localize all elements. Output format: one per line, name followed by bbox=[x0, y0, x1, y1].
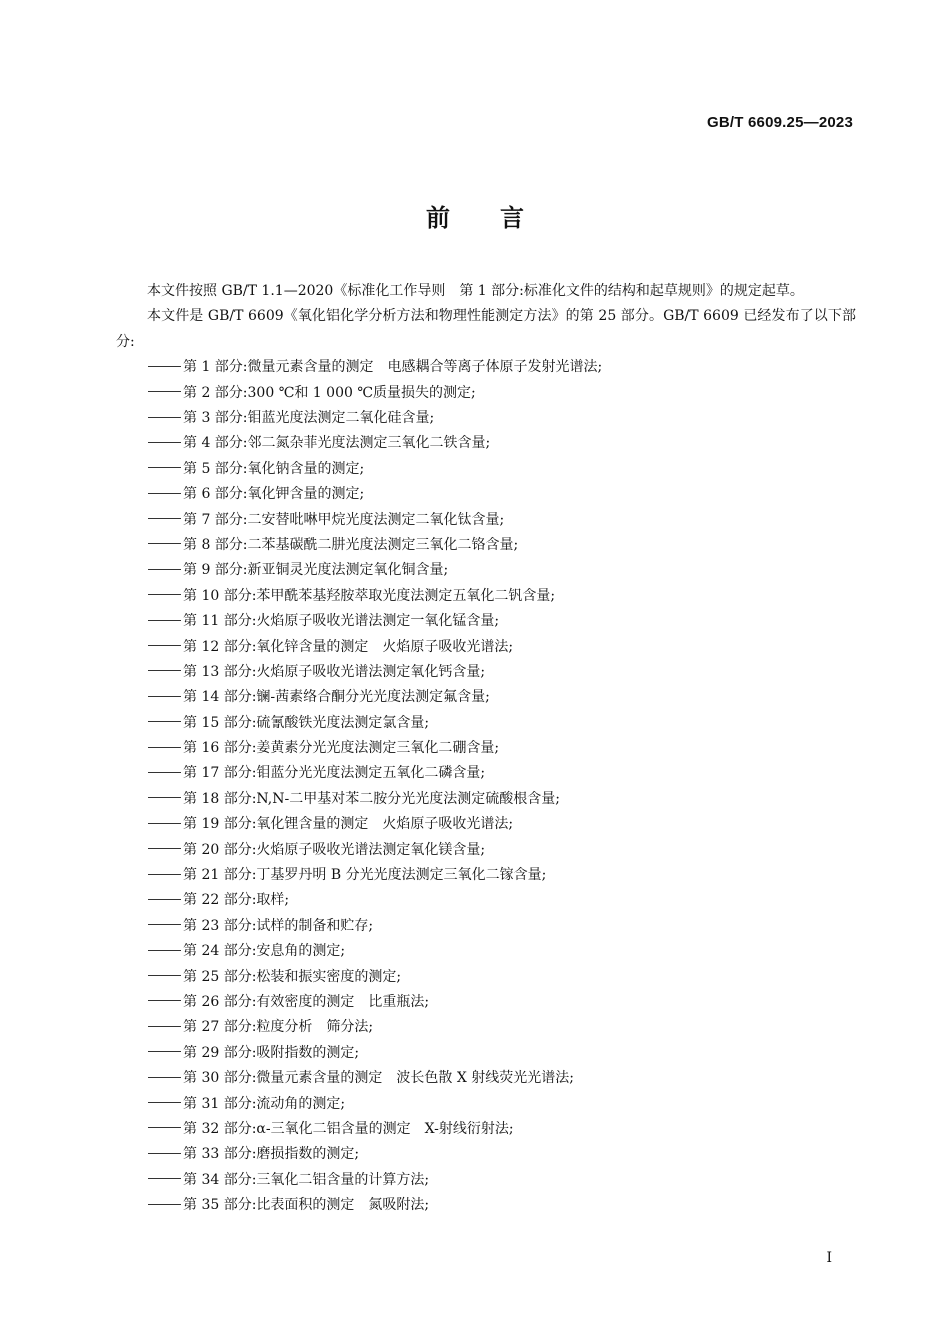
part-title: 第 14 部分:镧-茜素络合酮分光光度法测定氟含量; bbox=[183, 689, 490, 706]
dash-marker bbox=[148, 696, 181, 697]
list-item bbox=[116, 711, 856, 736]
list-item bbox=[116, 1117, 856, 1142]
foreword-body bbox=[116, 279, 856, 1219]
list-item bbox=[116, 381, 856, 406]
dash-marker bbox=[148, 772, 181, 773]
dash-marker bbox=[148, 670, 181, 671]
list-item bbox=[116, 1041, 856, 1066]
part-title: 第 23 部分:试样的制备和贮存; bbox=[183, 917, 374, 934]
list-item bbox=[116, 482, 856, 507]
dash-marker bbox=[148, 721, 181, 722]
list-item bbox=[116, 838, 856, 863]
part-title: 第 5 部分:氧化钠含量的测定; bbox=[183, 460, 365, 477]
list-item bbox=[116, 584, 856, 609]
dash-marker bbox=[148, 1051, 181, 1052]
dash-marker bbox=[148, 467, 181, 468]
part-title: 第 1 部分:微量元素含量的测定 电感耦合等离子体原子发射光谱法; bbox=[183, 359, 603, 376]
list-item bbox=[116, 685, 856, 710]
dash-marker bbox=[148, 924, 181, 925]
dash-marker bbox=[148, 1204, 181, 1205]
list-item bbox=[116, 965, 856, 990]
part-title: 第 3 部分:钼蓝光度法测定二氧化硅含量; bbox=[183, 410, 435, 426]
part-title: 第 32 部分:α-三氧化二铝含量的测定 X-射线衍射法; bbox=[183, 1120, 514, 1137]
dash-marker bbox=[148, 874, 181, 875]
list-item bbox=[116, 431, 856, 456]
list-item bbox=[116, 863, 856, 888]
list-item bbox=[116, 736, 856, 761]
title-char-2: 言 bbox=[500, 204, 524, 232]
list-item bbox=[116, 533, 856, 558]
dash-marker bbox=[148, 366, 181, 367]
part-title: 第 35 部分:比表面积的测定 氮吸附法; bbox=[183, 1197, 430, 1214]
dash-marker bbox=[148, 493, 181, 494]
part-title: 第 18 部分:N,N-二甲基对苯二胺分光光度法测定硫酸根含量; bbox=[183, 790, 560, 807]
dash-marker bbox=[148, 543, 181, 544]
list-item bbox=[116, 1015, 856, 1040]
part-title: 第 4 部分:邻二氮杂菲光度法测定三氧化二铁含量; bbox=[183, 435, 491, 452]
part-title: 第 10 部分:苯甲酰苯基羟胺萃取光度法测定五氧化二钒含量; bbox=[183, 587, 556, 604]
page-title bbox=[0, 198, 950, 233]
part-title: 第 21 部分:丁基罗丹明 B 分光光度法测定三氧化二镓含量; bbox=[183, 867, 547, 884]
dash-marker bbox=[148, 975, 181, 976]
intro-paragraph-2: 本文件是 GB/T 6609《氧化铝化学分析方法和物理性能测定方法》的第 25 部分。GB/T 6609 已经发布了以下部分: bbox=[116, 308, 856, 350]
dash-marker bbox=[148, 950, 181, 951]
dash-marker bbox=[148, 848, 181, 849]
dash-marker bbox=[148, 442, 181, 443]
list-item bbox=[116, 508, 856, 533]
part-title: 第 15 部分:硫氰酸铁光度法测定氯含量; bbox=[183, 714, 430, 731]
dash-marker bbox=[148, 391, 181, 392]
part-title: 第 12 部分:氧化锌含量的测定 火焰原子吸收光谱法; bbox=[183, 638, 514, 655]
part-title: 第 20 部分:火焰原子吸收光谱法测定氧化镁含量; bbox=[183, 841, 486, 858]
part-title: 第 2 部分:300 ℃和 1 000 ℃质量损失的测定; bbox=[183, 384, 476, 401]
list-item bbox=[116, 1193, 856, 1218]
part-title: 第 22 部分:取样; bbox=[183, 892, 290, 909]
part-title: 第 7 部分:二安替吡啉甲烷光度法测定二氧化钛含量; bbox=[183, 511, 505, 528]
part-title: 第 34 部分:三氧化二铝含量的计算方法; bbox=[183, 1171, 430, 1188]
dash-marker bbox=[148, 594, 181, 595]
page-number: I bbox=[826, 1250, 832, 1266]
dash-marker bbox=[148, 645, 181, 646]
part-title: 第 8 部分:二苯基碳酰二肼光度法测定三氧化二铬含量; bbox=[183, 536, 519, 553]
part-title: 第 27 部分:粒度分析 筛分法; bbox=[183, 1019, 374, 1036]
part-title: 第 33 部分:磨损指数的测定; bbox=[183, 1146, 360, 1163]
list-item bbox=[116, 609, 856, 634]
dash-marker bbox=[148, 1127, 181, 1128]
list-item bbox=[116, 888, 856, 913]
part-title: 第 6 部分:氧化钾含量的测定; bbox=[183, 486, 365, 503]
part-title: 第 26 部分:有效密度的测定 比重瓶法; bbox=[183, 993, 430, 1010]
dash-marker bbox=[148, 1026, 181, 1027]
list-item bbox=[116, 990, 856, 1015]
part-title: 第 29 部分:吸附指数的测定; bbox=[183, 1044, 360, 1061]
part-title: 第 30 部分:微量元素含量的测定 波长色散 X 射线荧光光谱法; bbox=[183, 1070, 575, 1087]
dash-marker bbox=[148, 569, 181, 570]
title-char-1: 前 bbox=[426, 204, 450, 232]
part-title: 第 13 部分:火焰原子吸收光谱法测定氧化钙含量; bbox=[183, 663, 486, 680]
parts-list bbox=[116, 355, 856, 1218]
part-title: 第 31 部分:流动角的测定; bbox=[183, 1095, 346, 1112]
list-item bbox=[116, 558, 856, 583]
part-title: 第 16 部分:姜黄素分光光度法测定三氧化二硼含量; bbox=[183, 740, 500, 757]
list-item bbox=[116, 787, 856, 812]
dash-marker bbox=[148, 1153, 181, 1154]
list-item bbox=[116, 1168, 856, 1193]
dash-marker bbox=[148, 1178, 181, 1179]
dash-marker bbox=[148, 1000, 181, 1001]
dash-marker bbox=[148, 899, 181, 900]
part-title: 第 11 部分:火焰原子吸收光谱法测定一氧化锰含量; bbox=[183, 613, 500, 630]
list-item bbox=[116, 1142, 856, 1167]
dash-marker bbox=[148, 1102, 181, 1103]
dash-marker bbox=[148, 518, 181, 519]
dash-marker bbox=[148, 417, 181, 418]
dash-marker bbox=[148, 823, 181, 824]
intro-paragraph-1: 本文件按照 GB/T 1.1—2020《标准化工作导则 第 1 部分:标准化文件的结构和起草规则》的规定起草。 bbox=[147, 283, 804, 299]
dash-marker bbox=[148, 747, 181, 748]
list-item bbox=[116, 660, 856, 685]
list-item bbox=[116, 1066, 856, 1091]
part-title: 第 17 部分:钼蓝分光光度法测定五氧化二磷含量; bbox=[183, 765, 486, 782]
list-item bbox=[116, 812, 856, 837]
dash-marker bbox=[148, 797, 181, 798]
list-item bbox=[116, 355, 856, 380]
dash-marker bbox=[148, 620, 181, 621]
list-item bbox=[116, 914, 856, 939]
list-item bbox=[116, 635, 856, 660]
part-title: 第 25 部分:松装和振实密度的测定; bbox=[183, 968, 402, 985]
list-item bbox=[116, 761, 856, 786]
dash-marker bbox=[148, 1077, 181, 1078]
list-item bbox=[116, 939, 856, 964]
standard-code: GB/T 6609.25—2023 bbox=[707, 114, 853, 131]
part-title: 第 9 部分:新亚铜灵光度法测定氧化铜含量; bbox=[183, 562, 449, 579]
list-item bbox=[116, 406, 856, 431]
part-title: 第 19 部分:氧化锂含量的测定 火焰原子吸收光谱法; bbox=[183, 816, 514, 833]
list-item bbox=[116, 457, 856, 482]
list-item bbox=[116, 1092, 856, 1117]
part-title: 第 24 部分:安息角的测定; bbox=[183, 943, 346, 960]
